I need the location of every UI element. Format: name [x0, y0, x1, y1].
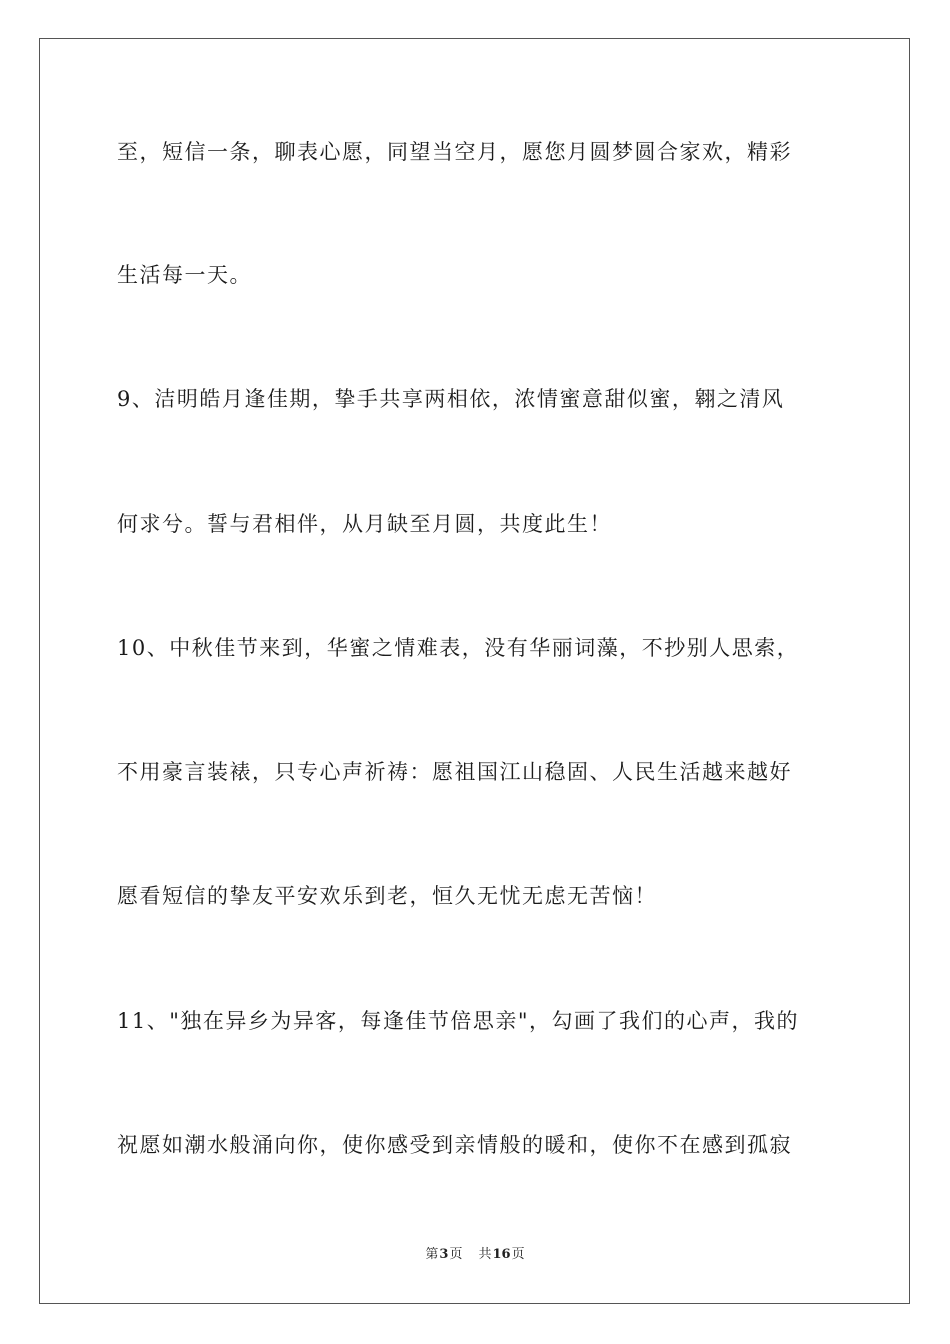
text-line-5: 10、中秋佳节来到，华蜜之情难表，没有华丽词藻，不抄别人思索， — [117, 636, 800, 660]
page-frame — [39, 38, 910, 1304]
text-line-7: 愿看短信的挚友平安欢乐到老，恒久无忧无虑无苦恼！ — [117, 884, 657, 908]
total-pages-indicator: 共16页 — [478, 1247, 525, 1262]
text-line-9: 祝愿如潮水般涌向你，使你感受到亲情般的暖和，使你不在感到孤寂 — [117, 1133, 792, 1157]
total-pages: 16 — [492, 1247, 511, 1262]
text-line-1: 至，短信一条，聊表心愿，同望当空月，愿您月圆梦圆合家欢，精彩 — [117, 140, 792, 164]
page-indicator: 第3页 — [425, 1247, 463, 1262]
page-number: 3 — [439, 1247, 449, 1262]
text-line-6: 不用豪言装裱，只专心声祈祷：愿祖国江山稳固、人民生活越来越好 — [117, 760, 792, 784]
text-line-4: 何求兮。誓与君相伴，从月缺至月圆，共度此生！ — [117, 512, 612, 536]
text-line-3: 9、洁明皓月逢佳期，挚手共享两相依，浓情蜜意甜似蜜，翱之清风 — [117, 387, 785, 411]
text-line-2: 生活每一天。 — [117, 263, 252, 287]
text-line-8: 11、"独在异乡为异客，每逢佳节倍思亲"，勾画了我们的心声，我的 — [117, 1009, 800, 1033]
page-footer — [0, 1246, 950, 1264]
